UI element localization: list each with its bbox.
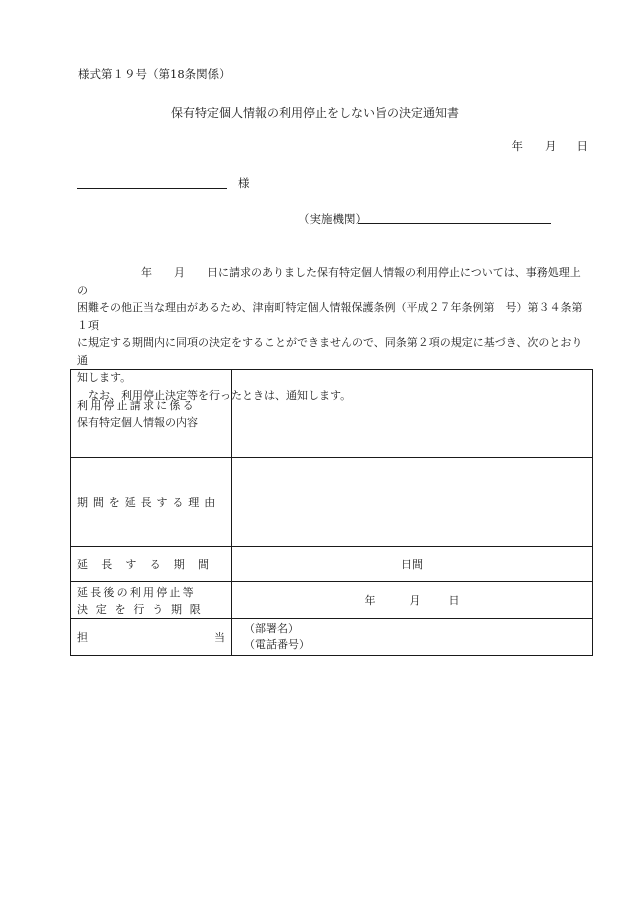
deadline-year-label: 年 — [364, 594, 376, 607]
addressee-honorific: 様 — [238, 176, 250, 190]
contact-phone: （電話番号） — [244, 638, 310, 651]
label-text: 期間を延長する理由 — [77, 496, 221, 509]
label-text: 保有特定個人情報の内容 — [77, 416, 198, 429]
value-extension-period: 日間 — [232, 547, 593, 582]
request-month-label: 月 — [174, 266, 185, 279]
document-title: 保有特定個人情報の利用停止をしない旨の決定通知書 — [170, 106, 459, 120]
table-row — [71, 370, 593, 458]
request-year-label: 年 — [141, 266, 152, 279]
table-row — [71, 619, 593, 656]
row-label-contact — [71, 619, 232, 656]
agency-label: （実施機関） — [298, 212, 367, 226]
notice-paragraph-2: なお、利用停止決定等を行ったときは、通知します。 — [77, 388, 352, 402]
request-date — [77, 266, 207, 279]
paragraph-1-line-3: に規定する期間内に同項の決定をすることができませんので、同条第２項の規定に基づき、次のとおり通 — [77, 336, 583, 367]
row-label-request-content — [71, 370, 232, 458]
form-number: 様式第１９号（第18条関係） — [78, 67, 231, 81]
label-text: 延長する期間 — [77, 558, 223, 571]
value-contact — [232, 619, 593, 656]
value-extension-reason — [232, 458, 593, 547]
row-label-decision-deadline — [71, 582, 232, 619]
deadline-month-label: 月 — [409, 594, 421, 607]
deadline-day-label: 日 — [448, 594, 460, 607]
date-month-label: 月 — [545, 139, 557, 153]
table-row — [71, 458, 593, 547]
label-text: 決定を行う期限 — [77, 602, 209, 616]
notice-details-table — [70, 369, 593, 656]
row-label-extension-reason — [71, 458, 232, 547]
date-day-label: 日 — [576, 139, 588, 153]
paragraph-1-line-2: 困難その他正当な理由があるため、津南町特定個人情報保護条例（平成２７年条例第 号）第３４条第１項 — [77, 301, 583, 332]
row-label-extension-period — [71, 547, 232, 582]
label-text: 利用停止請求に係る — [77, 399, 196, 412]
issue-date — [512, 138, 589, 154]
label-text: 延長後の利用停止等 — [77, 585, 196, 599]
table-row — [71, 547, 593, 582]
paragraph-1-line-4: 知します。 — [77, 371, 132, 384]
label-text: 担 — [77, 631, 88, 644]
table-row — [71, 582, 593, 619]
paragraph-1-line-1: 日に請求のありました保有特定個人情報の利用停止については、事務処理上の — [77, 266, 581, 297]
contact-department: （部署名） — [244, 622, 299, 635]
value-decision-deadline — [232, 582, 593, 619]
label-text: 当 — [214, 631, 225, 644]
agency-name-line — [358, 223, 551, 224]
date-year-label: 年 — [511, 139, 523, 153]
addressee-name-line — [77, 188, 227, 189]
value-request-content — [232, 370, 593, 458]
